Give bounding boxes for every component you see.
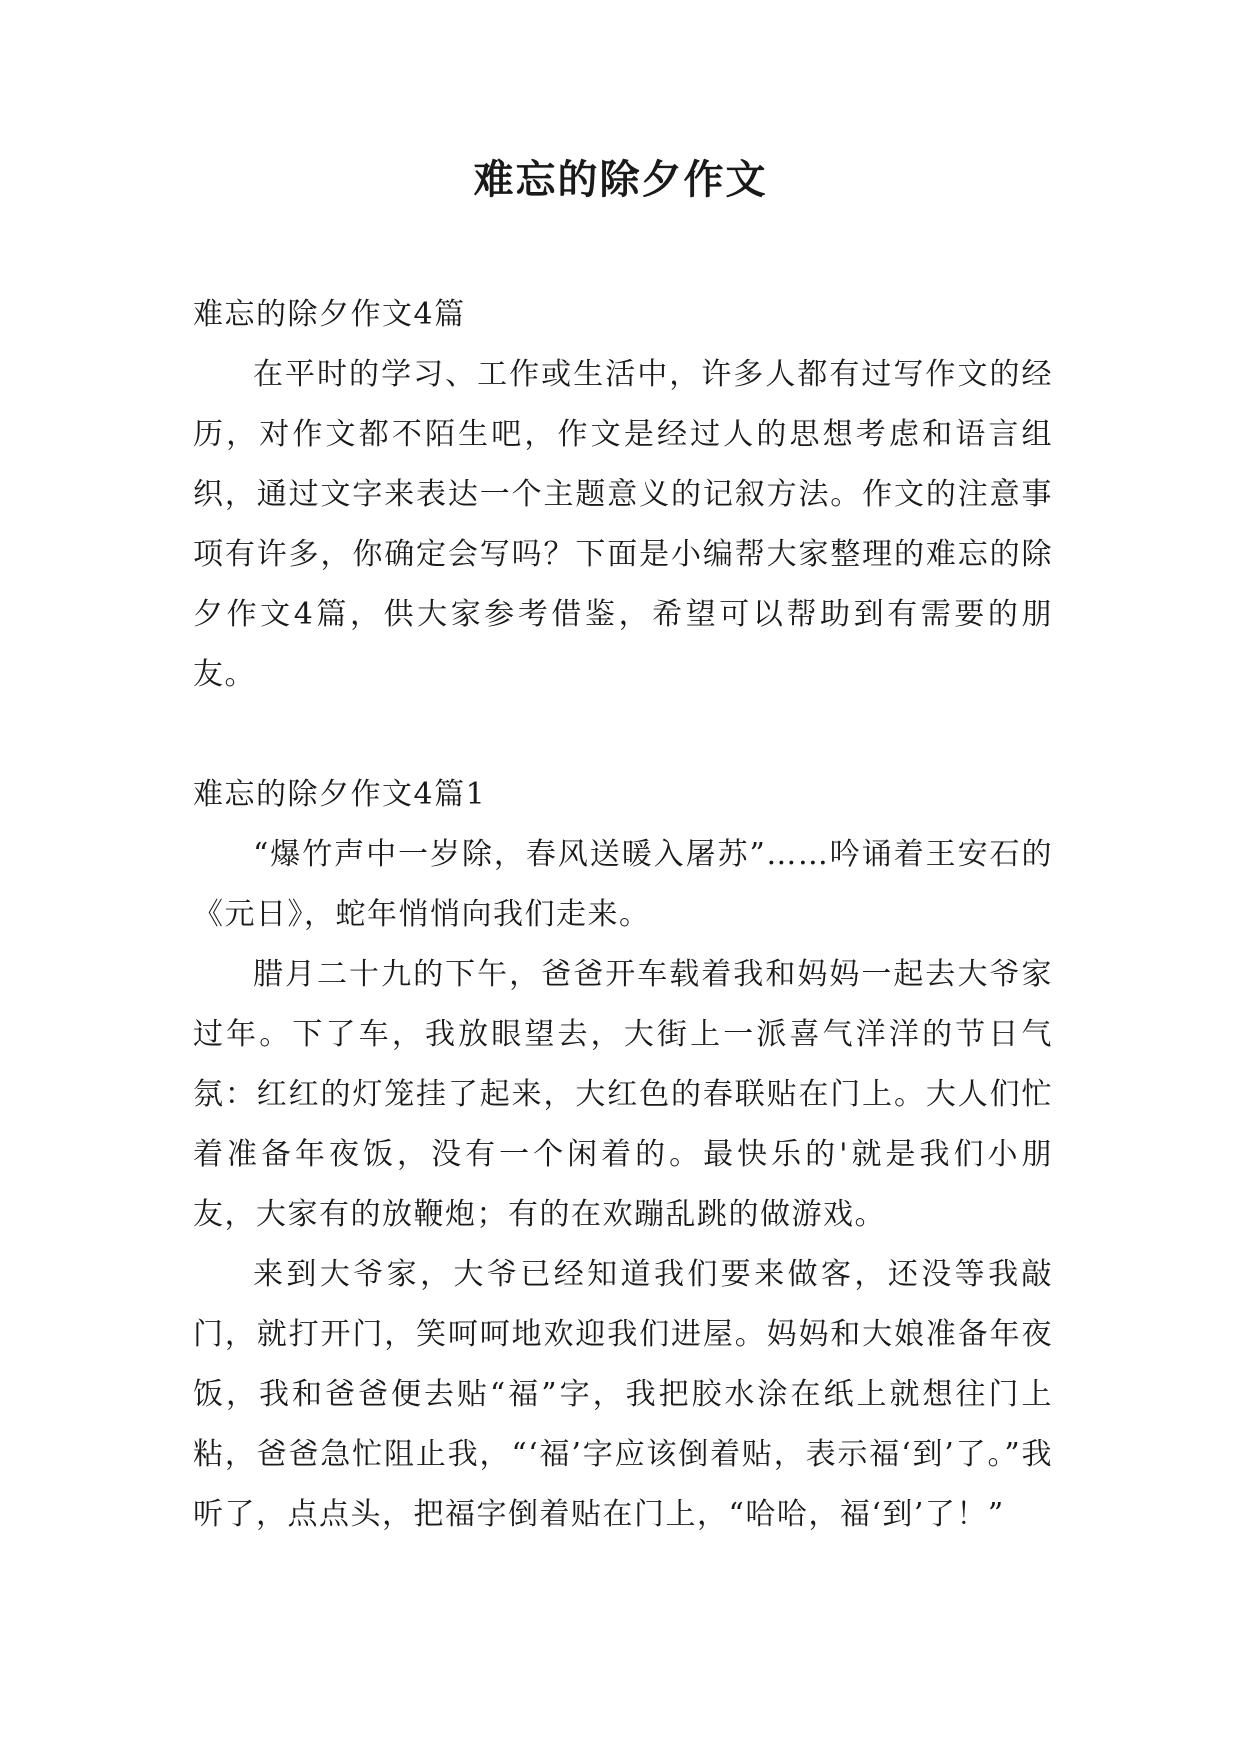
- section1-paragraph-2: 腊月二十九的下午，爸爸开车载着我和妈妈一起去大爷家过年。下了车，我放眼望去，大街上一派喜气洋洋的节日气氛：红红的灯笼挂了起来，大红色的春联贴在门上。大人们忙着准备年夜饭，没有一个闲着的。最快乐的'就是我们小朋友，大家有的放鞭炮；有的在欢蹦乱跳的做游戏。: [193, 957, 1053, 1232]
- section1-paragraph-1: “爆竹声中一岁除，春风送暖入屠苏”……吟诵着王安石的《元日》，蛇年悄悄向我们走来。: [193, 837, 1053, 932]
- intro-heading: 难忘的除夕作文4篇: [193, 297, 466, 332]
- intro-paragraph: 在平时的学习、工作或生活中，许多人都有过写作文的经历，对作文都不陌生吧，作文是经过人的思想考虑和语言组织，通过文字来表达一个主题意义的记叙方法。作文的注意事项有许多，你确定会写吗？下面是小编帮大家整理的难忘的除夕作文4篇，供大家参考借鉴，希望可以帮助到有需要的朋友。: [193, 357, 1053, 692]
- document-body: [193, 285, 1053, 1545]
- section1-paragraph-3: 来到大爷家，大爷已经知道我们要来做客，还没等我敲门，就打开门，笑呵呵地欢迎我们进屋。妈妈和大娘准备年夜饭，我和爸爸便去贴“福”字，我把胶水涂在纸上就想往门上粘，爸爸急忙阻止我，“‘福’字应该倒着贴，表示福‘到’了。”我听了，点点头，把福字倒着贴在门上，“哈哈，福‘到’了！”: [193, 1257, 1053, 1532]
- document-title: 难忘的除夕作文: [473, 156, 768, 203]
- section1-heading: 难忘的除夕作文4篇1: [193, 777, 487, 812]
